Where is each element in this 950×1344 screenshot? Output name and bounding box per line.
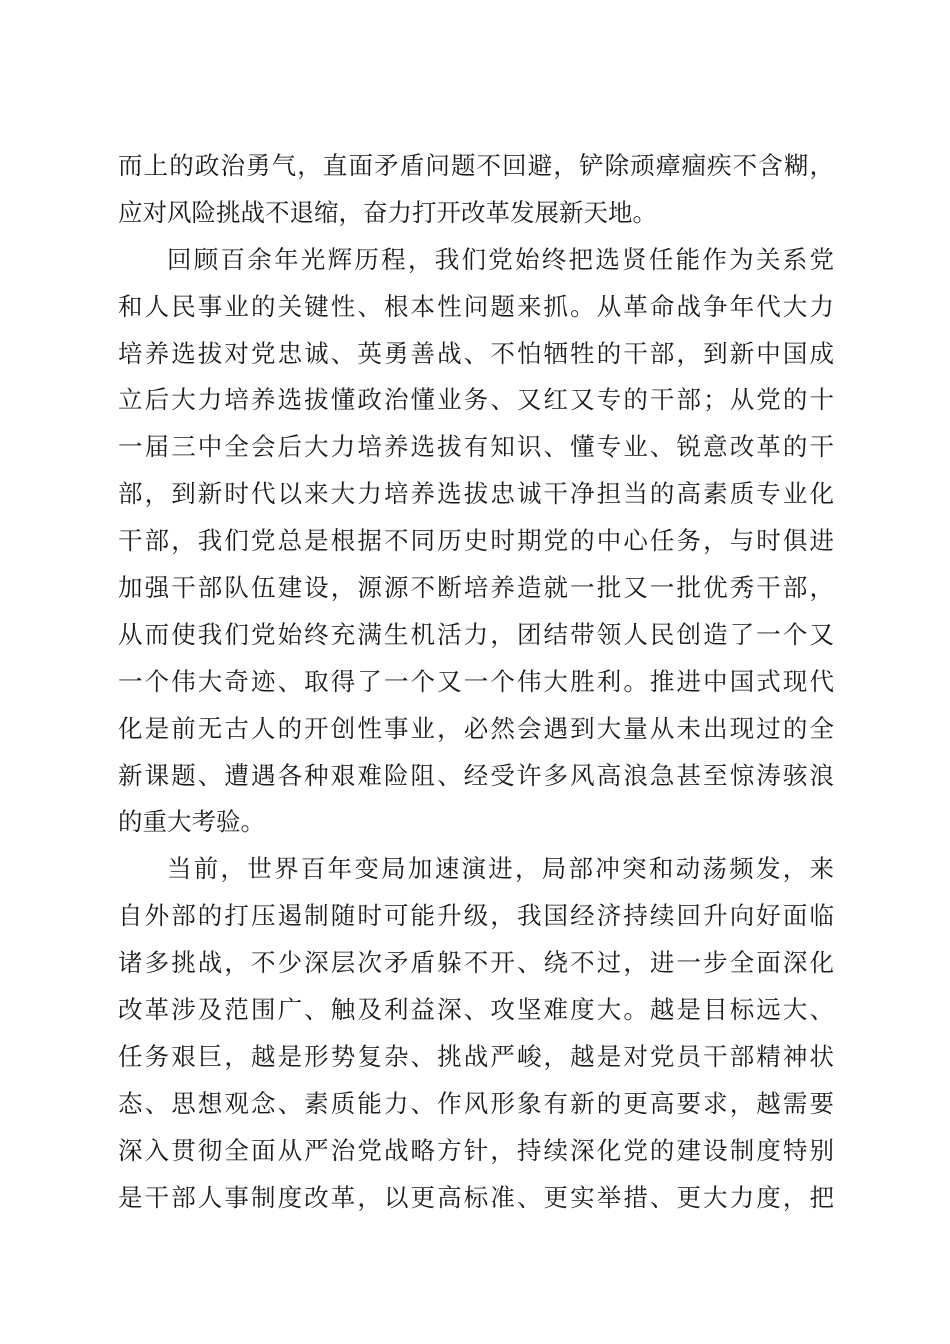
paragraph-2-line-1: 回顾百余年光辉历程，我们党始终把选贤任能作为关系党 — [167, 244, 834, 274]
paragraph-2-line-12: 新课题、遭遇各种艰难险阻、经受许多风高浪急甚至惊涛骇浪 — [118, 760, 834, 790]
paragraph-3-line-6: 态、思想观念、素质能力、作风形象有新的更高要求，越需要 — [118, 1088, 834, 1118]
paragraph-3-line-2: 自外部的打压遏制随时可能升级，我国经济持续回升向好面临 — [118, 901, 834, 931]
paragraph-2-line-8: 加强干部队伍建设，源源不断培养造就一批又一批优秀干部， — [118, 573, 834, 603]
paragraph-3-line-4: 改革涉及范围广、触及利益深、攻坚难度大。越是目标远大、 — [118, 995, 834, 1025]
paragraph-1-line-1: 而上的政治勇气，直面矛盾问题不回避，铲除顽瘴痼疾不含糊， — [118, 151, 834, 180]
paragraph-3-line-5: 任务艰巨，越是形势复杂、挑战严峻，越是对党员干部精神状 — [118, 1041, 834, 1071]
paragraph-2-line-10: 一个伟大奇迹、取得了一个又一个伟大胜利。推进中国式现代 — [118, 666, 834, 696]
paragraph-2-line-11: 化是前无古人的开创性事业，必然会遇到大量从未出现过的全 — [118, 713, 834, 743]
paragraph-2-line-6: 部，到新时代以来大力培养选拔忠诚干净担当的高素质专业化 — [118, 479, 834, 509]
paragraph-3-line-3: 诸多挑战，不少深层次矛盾躲不开、绕不过，进一步全面深化 — [118, 948, 834, 978]
paragraph-2-line-2: 和人民事业的关键性、根本性问题来抓。从革命战争年代大力 — [118, 291, 834, 321]
paragraph-2-line-3: 培养选拔对党忠诚、英勇善战、不怕牺牲的干部，到新中国成 — [118, 338, 834, 368]
paragraph-2-line-4: 立后大力培养选拔懂政治懂业务、又红又专的干部；从党的十 — [118, 385, 834, 415]
paragraph-3-line-8: 是干部人事制度改革，以更高标准、更实举措、更大力度，把 — [118, 1182, 834, 1212]
paragraph-1-line-2: 应对风险挑战不退缩，奋力打开改革发展新天地。 — [118, 197, 657, 227]
paragraph-2-line-7: 干部，我们党总是根据不同历史时期党的中心任务，与时俱进 — [118, 526, 834, 556]
body-text — [118, 143, 834, 1221]
paragraph-2-line-9: 从而使我们党始终充满生机活力，团结带领人民创造了一个又 — [118, 619, 834, 649]
paragraph-2-line-13: 的重大考验。 — [118, 807, 265, 837]
paragraph-3-line-7: 深入贯彻全面从严治党战略方针，持续深化党的建设制度特别 — [118, 1135, 834, 1165]
paragraph-2-line-5: 一届三中全会后大力培养选拔有知识、懂专业、锐意改革的干 — [118, 432, 834, 462]
paragraph-3-line-1: 当前，世界百年变局加速演进，局部冲突和动荡频发，来 — [167, 854, 834, 884]
